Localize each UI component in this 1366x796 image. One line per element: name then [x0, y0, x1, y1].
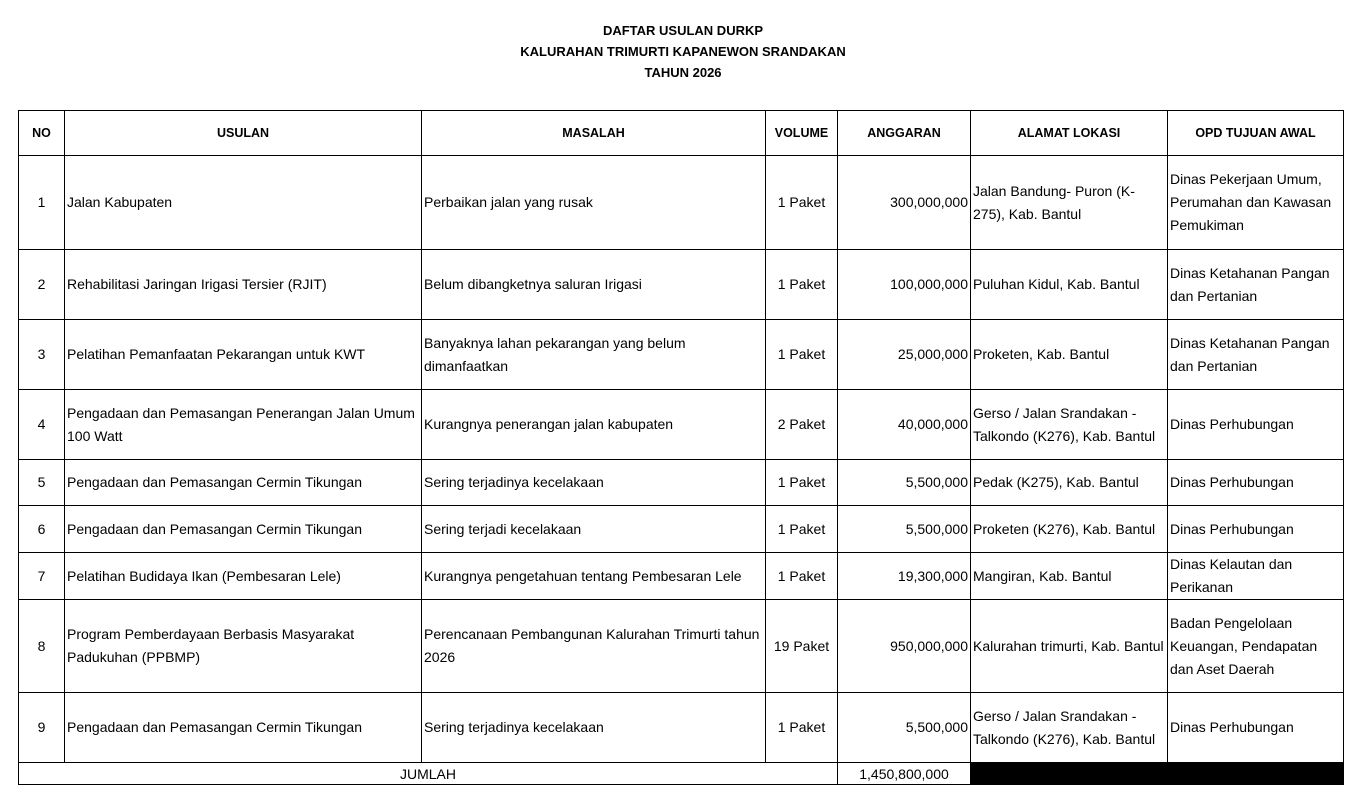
- cell-opd: Dinas Perhubungan: [1168, 460, 1344, 506]
- table-row: [19, 506, 1344, 553]
- cell-usulan: Jalan Kabupaten: [65, 156, 422, 250]
- title-line-3: TAHUN 2026: [644, 65, 722, 80]
- cell-anggaran: 5,500,000: [838, 693, 971, 763]
- col-header-masalah: MASALAH: [422, 111, 766, 156]
- cell-usulan: Pelatihan Budidaya Ikan (Pembesaran Lele): [65, 553, 422, 600]
- cell-opd: Dinas Pekerjaan Umum, Perumahan dan Kawasan Pemukiman: [1168, 156, 1344, 250]
- cell-masalah: Perbaikan jalan yang rusak: [422, 156, 766, 250]
- col-header-no: NO: [19, 111, 65, 156]
- cell-masalah: Belum dibangketnya saluran Irigasi: [422, 250, 766, 320]
- cell-usulan: Pengadaan dan Pemasangan Cermin Tikungan: [65, 460, 422, 506]
- total-label: JUMLAH: [19, 763, 838, 785]
- cell-no: 9: [19, 693, 65, 763]
- cell-volume: 19 Paket: [766, 600, 838, 693]
- durkp-table: [18, 110, 1344, 785]
- cell-no: 1: [19, 156, 65, 250]
- cell-masalah: Kurangnya penerangan jalan kabupaten: [422, 390, 766, 460]
- cell-usulan: Program Pemberdayaan Berbasis Masyarakat Padukuhan (PPBMP): [65, 600, 422, 693]
- cell-masalah: Sering terjadinya kecelakaan: [422, 693, 766, 763]
- cell-anggaran: 300,000,000: [838, 156, 971, 250]
- table-row: [19, 600, 1344, 693]
- total-value: 1,450,800,000: [838, 763, 971, 785]
- cell-usulan: Pengadaan dan Pemasangan Cermin Tikungan: [65, 693, 422, 763]
- document-title: [0, 20, 1366, 83]
- table-row: [19, 156, 1344, 250]
- total-row: [19, 763, 1344, 785]
- cell-anggaran: 950,000,000: [838, 600, 971, 693]
- cell-usulan: Rehabilitasi Jaringan Irigasi Tersier (RJIT): [65, 250, 422, 320]
- cell-masalah: Sering terjadinya kecelakaan: [422, 460, 766, 506]
- blackout-cell: [971, 763, 1344, 785]
- table-row: [19, 390, 1344, 460]
- cell-volume: 1 Paket: [766, 320, 838, 390]
- cell-opd: Dinas Perhubungan: [1168, 506, 1344, 553]
- cell-anggaran: 19,300,000: [838, 553, 971, 600]
- cell-no: 5: [19, 460, 65, 506]
- cell-volume: 2 Paket: [766, 390, 838, 460]
- cell-no: 7: [19, 553, 65, 600]
- cell-alamat: Proketen (K276), Kab. Bantul: [971, 506, 1168, 553]
- cell-no: 3: [19, 320, 65, 390]
- cell-masalah: Sering terjadi kecelakaan: [422, 506, 766, 553]
- cell-alamat: Gerso / Jalan Srandakan - Talkondo (K276), Kab. Bantul: [971, 390, 1168, 460]
- cell-opd: Badan Pengelolaan Keuangan, Pendapatan dan Aset Daerah: [1168, 600, 1344, 693]
- cell-no: 8: [19, 600, 65, 693]
- table-row: [19, 250, 1344, 320]
- cell-volume: 1 Paket: [766, 460, 838, 506]
- cell-no: 6: [19, 506, 65, 553]
- cell-no: 4: [19, 390, 65, 460]
- cell-usulan: Pelatihan Pemanfaatan Pekarangan untuk KWT: [65, 320, 422, 390]
- cell-alamat: Gerso / Jalan Srandakan - Talkondo (K276), Kab. Bantul: [971, 693, 1168, 763]
- title-line-1: DAFTAR USULAN DURKP: [602, 23, 764, 38]
- table-row: [19, 320, 1344, 390]
- cell-alamat: Proketen, Kab. Bantul: [971, 320, 1168, 390]
- cell-volume: 1 Paket: [766, 506, 838, 553]
- cell-opd: Dinas Perhubungan: [1168, 693, 1344, 763]
- table-row: [19, 693, 1344, 763]
- cell-anggaran: 100,000,000: [838, 250, 971, 320]
- cell-alamat: Jalan Bandung- Puron (K-275), Kab. Bantul: [971, 156, 1168, 250]
- col-header-usulan: USULAN: [65, 111, 422, 156]
- cell-volume: 1 Paket: [766, 250, 838, 320]
- cell-no: 2: [19, 250, 65, 320]
- cell-opd: Dinas Ketahanan Pangan dan Pertanian: [1168, 320, 1344, 390]
- table-header-row: [19, 111, 1344, 156]
- cell-usulan: Pengadaan dan Pemasangan Penerangan Jalan Umum 100 Watt: [65, 390, 422, 460]
- cell-volume: 1 Paket: [766, 553, 838, 600]
- cell-alamat: Kalurahan trimurti, Kab. Bantul: [971, 600, 1168, 693]
- cell-opd: Dinas Perhubungan: [1168, 390, 1344, 460]
- cell-alamat: Pedak (K275), Kab. Bantul: [971, 460, 1168, 506]
- cell-anggaran: 40,000,000: [838, 390, 971, 460]
- col-header-opd: OPD TUJUAN AWAL: [1168, 111, 1344, 156]
- title-line-2: KALURAHAN TRIMURTI KAPANEWON SRANDAKAN: [520, 44, 846, 59]
- cell-volume: 1 Paket: [766, 693, 838, 763]
- col-header-alamat: ALAMAT LOKASI: [971, 111, 1168, 156]
- col-header-volume: VOLUME: [766, 111, 838, 156]
- cell-masalah: Kurangnya pengetahuan tentang Pembesaran Lele: [422, 553, 766, 600]
- cell-opd: Dinas Kelautan dan Perikanan: [1168, 553, 1344, 600]
- cell-opd: Dinas Ketahanan Pangan dan Pertanian: [1168, 250, 1344, 320]
- col-header-anggaran: ANGGARAN: [838, 111, 971, 156]
- cell-masalah: Perencanaan Pembangunan Kalurahan Trimurti tahun 2026: [422, 600, 766, 693]
- cell-anggaran: 5,500,000: [838, 460, 971, 506]
- cell-anggaran: 25,000,000: [838, 320, 971, 390]
- table-row: [19, 553, 1344, 600]
- cell-volume: 1 Paket: [766, 156, 838, 250]
- cell-anggaran: 5,500,000: [838, 506, 971, 553]
- cell-usulan: Pengadaan dan Pemasangan Cermin Tikungan: [65, 506, 422, 553]
- cell-alamat: Puluhan Kidul, Kab. Bantul: [971, 250, 1168, 320]
- cell-masalah: Banyaknya lahan pekarangan yang belum dimanfaatkan: [422, 320, 766, 390]
- table-row: [19, 460, 1344, 506]
- cell-alamat: Mangiran, Kab. Bantul: [971, 553, 1168, 600]
